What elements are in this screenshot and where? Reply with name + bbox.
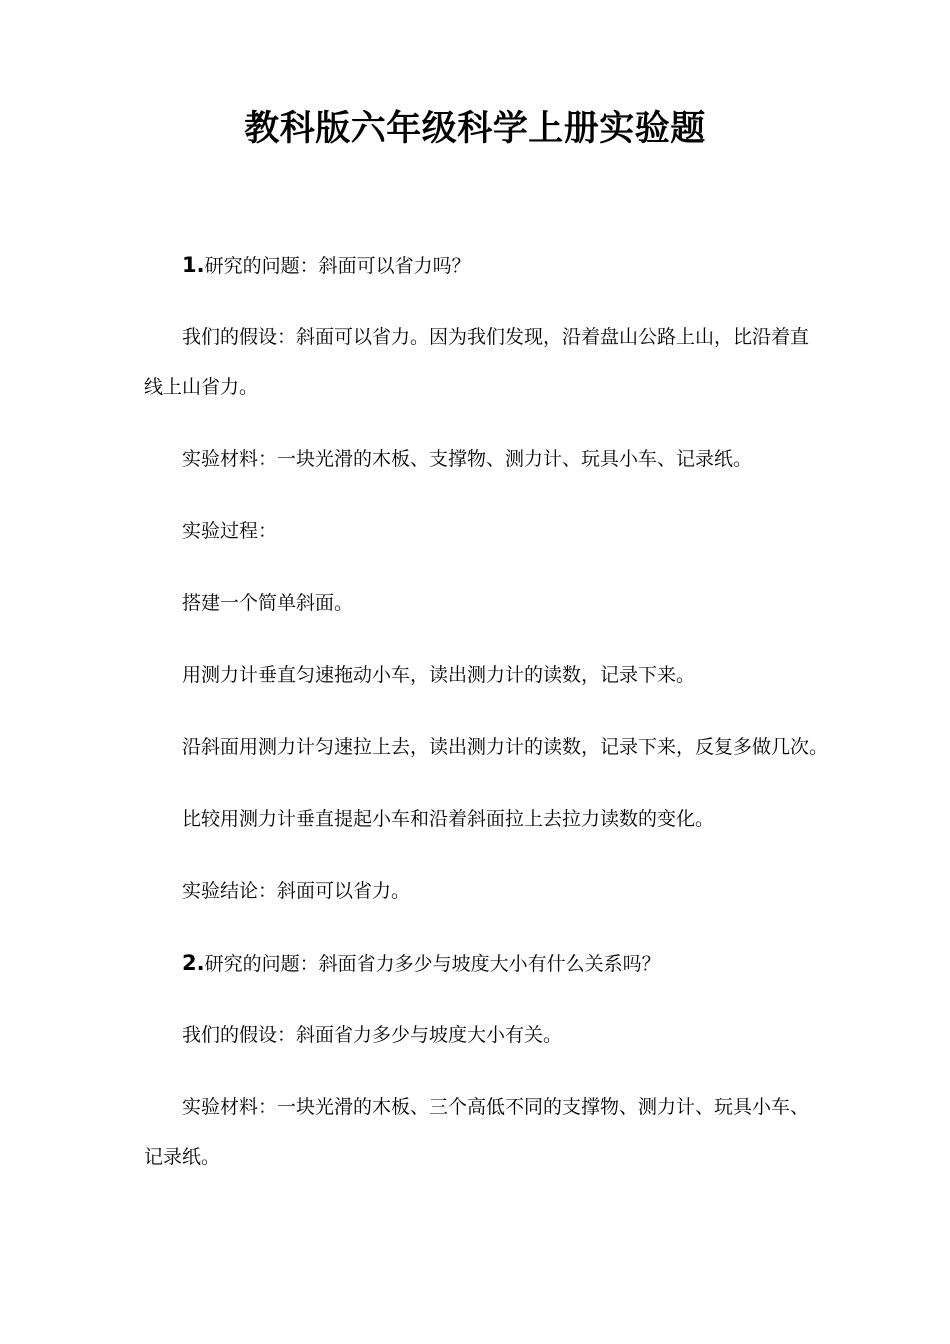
section2-number: 2. (182, 951, 205, 975)
section1-materials: 实验材料：一块光滑的木板、支撑物、测力计、玩具小车、记录纸。 (182, 448, 753, 470)
section1-question (182, 240, 812, 291)
section1-conclusion: 实验结论：斜面可以省力。 (182, 880, 411, 902)
section1-question-text: 研究的问题：斜面可以省力吗？ (204, 255, 471, 277)
section2-materials-line2: 记录纸。 (144, 1146, 221, 1168)
section1-hypothesis-line2: 线上山省力。 (144, 376, 259, 398)
section1-step: 搭建一个简单斜面。 (182, 592, 354, 614)
section2-materials-line1: 实验材料：一块光滑的木板、三个高低不同的支撑物、测力计、玩具小车、 (182, 1096, 810, 1118)
section1-number: 1. (182, 253, 205, 277)
section2-question (182, 938, 812, 989)
section1-process-heading: 实验过程： (182, 520, 278, 542)
section1-hypothesis-line1: 我们的假设：斜面可以省力。因为我们发现，沿着盘山公路上山，比沿着直 (182, 326, 810, 348)
section1-step: 比较用测力计垂直提起小车和沿着斜面拉上去拉力读数的变化。 (182, 808, 715, 830)
document-title: 教科版六年级科学上册实验题 (244, 109, 706, 149)
section2-question-text: 研究的问题：斜面省力多少与坡度大小有什么关系吗？ (204, 953, 661, 975)
section2-hypothesis: 我们的假设：斜面省力多少与坡度大小有关。 (182, 1024, 563, 1046)
section1-step: 沿斜面用测力计匀速拉上去，读出测力计的读数，记录下来，反复多做几次。 (182, 736, 829, 758)
section1-step: 用测力计垂直匀速拖动小车，读出测力计的读数，记录下来。 (182, 664, 696, 686)
